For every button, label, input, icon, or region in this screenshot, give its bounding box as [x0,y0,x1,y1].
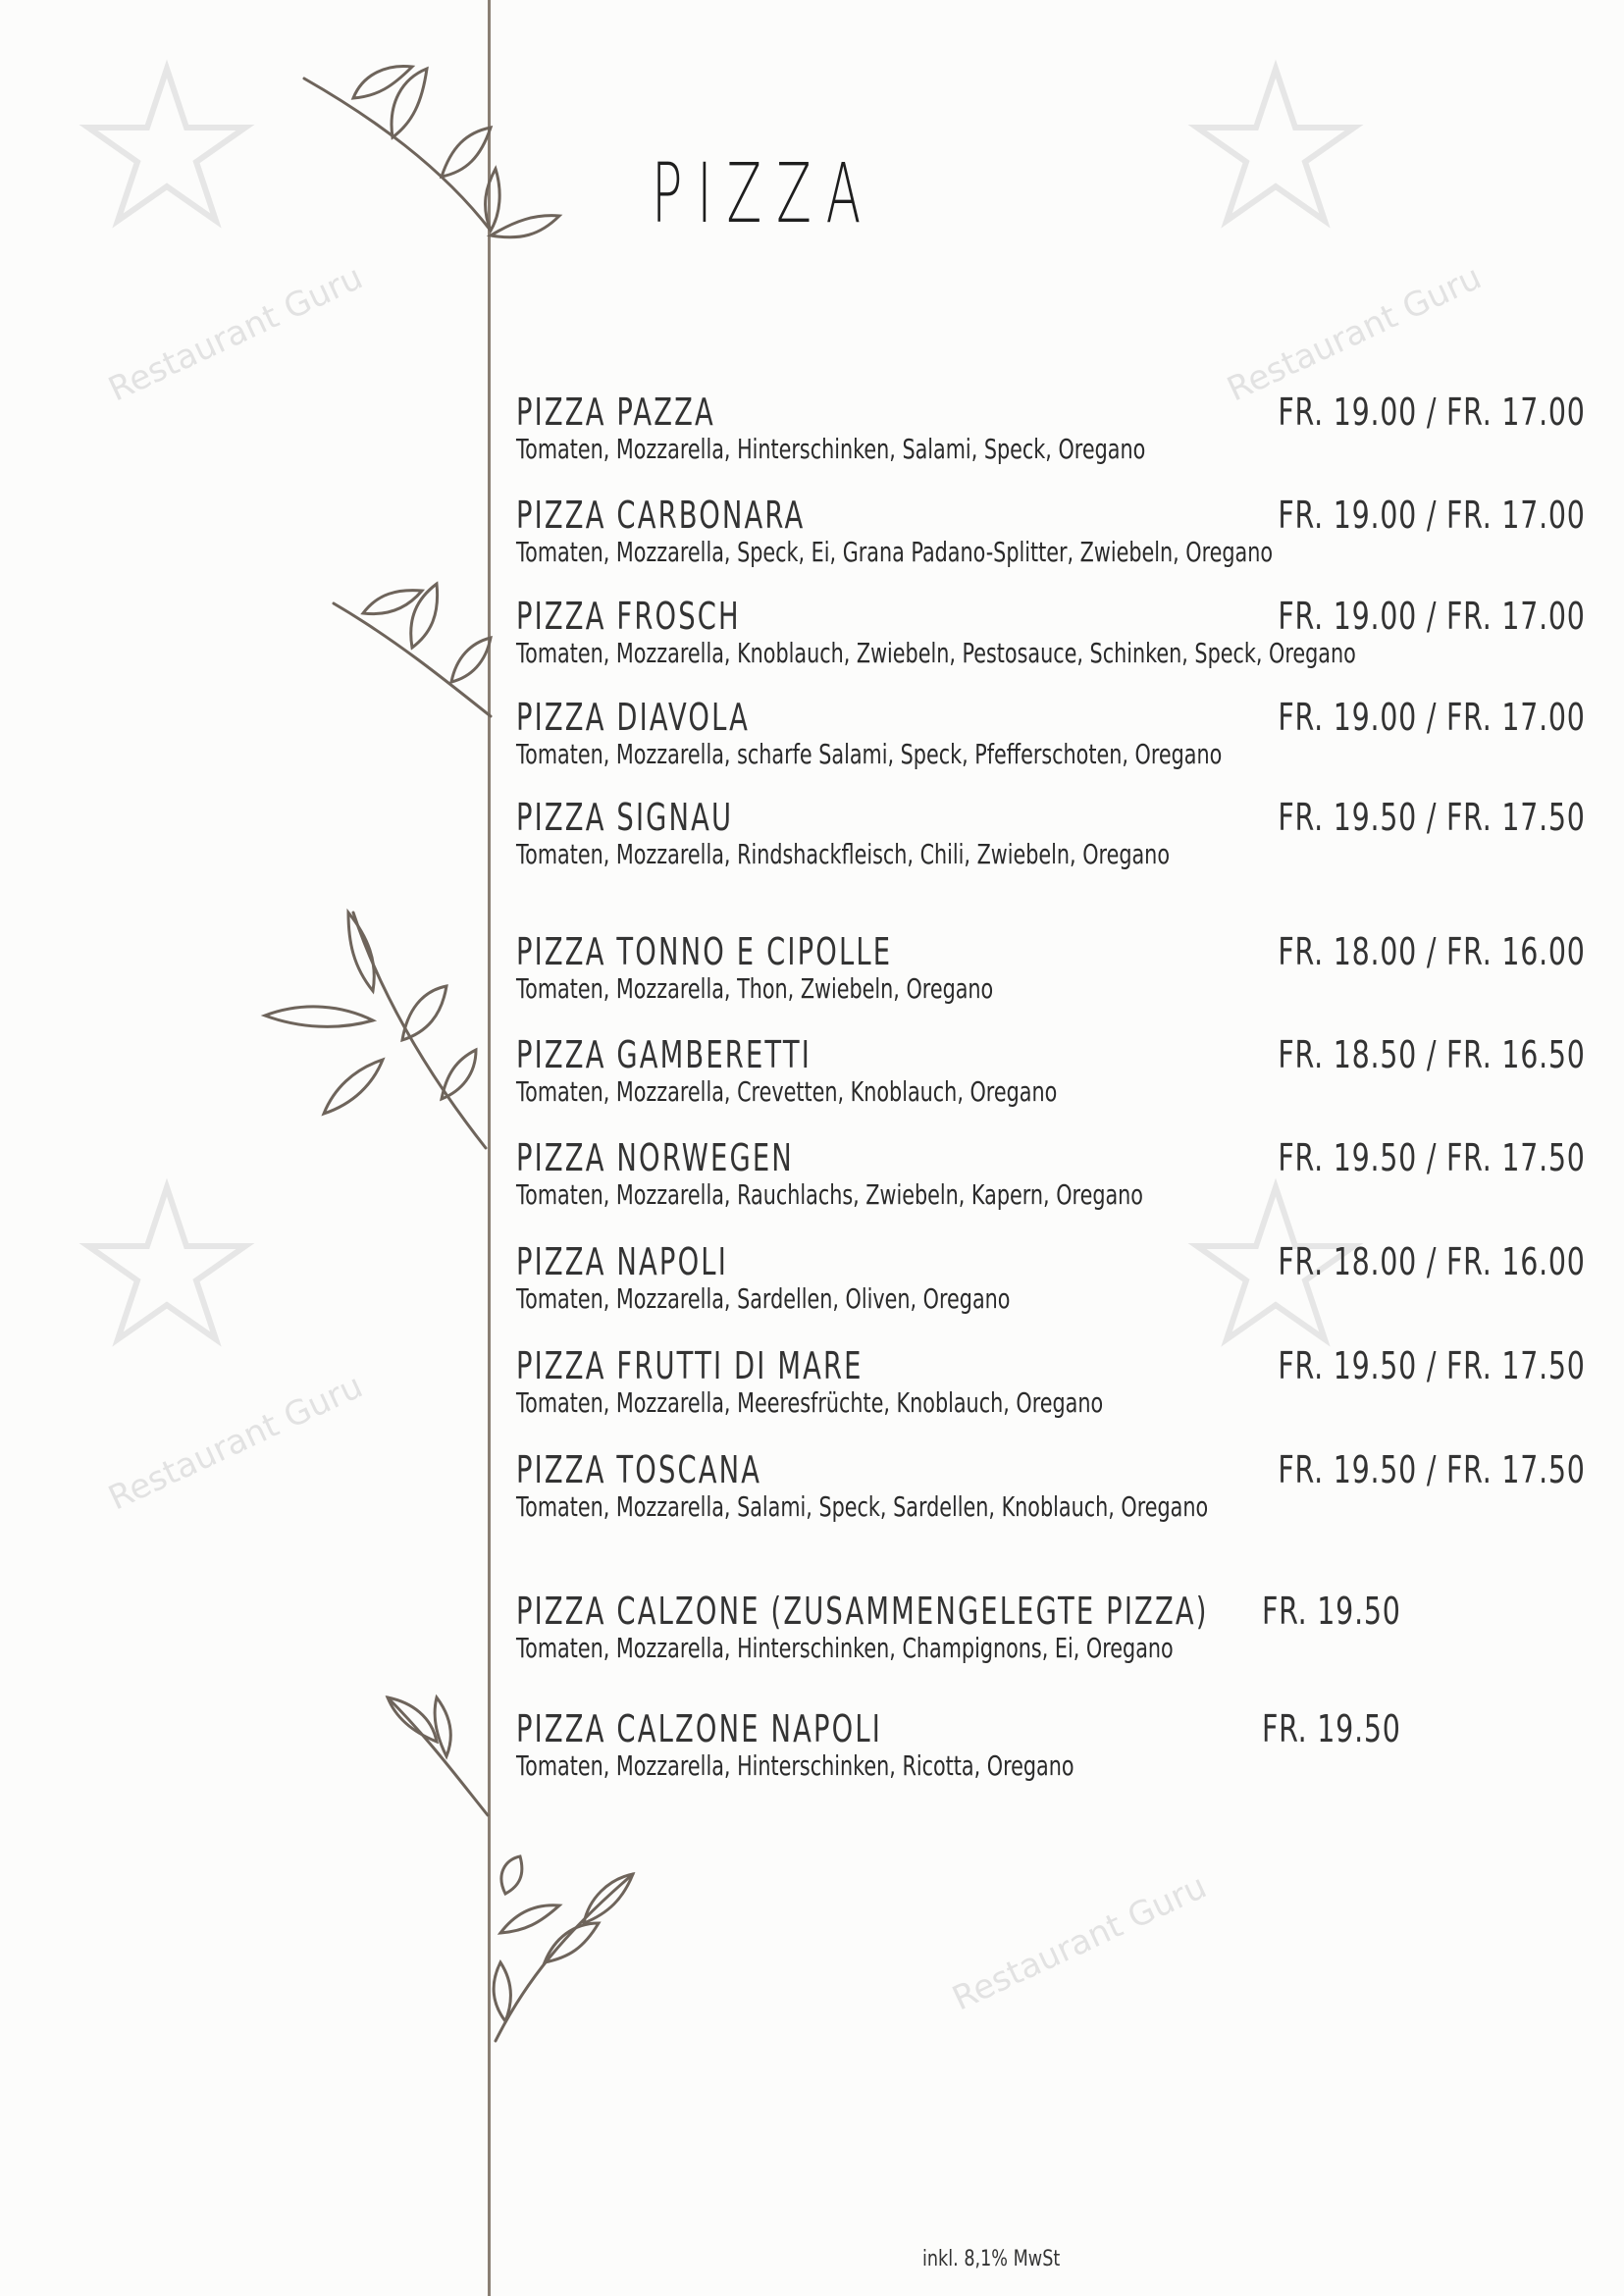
menu-item-description: Tomaten, Mozzarella, Rindshackfleisch, Chili, Zwiebeln, Oregano [516,838,1170,870]
menu-item-name: PIZZA TOSCANA [516,1448,762,1491]
menu-item-price: FR. 19.00 / FR. 17.00 [1278,494,1586,537]
watermark-logo-icon [1187,59,1364,235]
menu-item-price: FR. 18.00 / FR. 16.00 [1278,930,1586,973]
menu-item-description: Tomaten, Mozzarella, Speck, Ei, Grana Padano-Splitter, Zwiebeln, Oregano [516,536,1274,568]
menu-item-name: PIZZA FROSCH [516,595,741,638]
menu-item-description: Tomaten, Mozzarella, Meeresfrüchte, Knoblauch, Oregano [516,1386,1104,1419]
menu-item-price: FR. 19.50 / FR. 17.50 [1278,1448,1586,1491]
leaf-sprig-icon [378,1688,496,1825]
watermark-text: Restaurant Guru [102,1366,369,1519]
menu-item-name: PIZZA CALZONE NAPOLI [516,1707,882,1750]
menu-item-name: PIZZA NORWEGEN [516,1136,794,1179]
menu-item-description: Tomaten, Mozzarella, scharfe Salami, Speck, Pfefferschoten, Oregano [516,738,1223,770]
menu-item-name: PIZZA CARBONARA [516,494,806,537]
menu-item-name: PIZZA GAMBERETTI [516,1033,812,1076]
leaf-sprig-icon [294,59,589,275]
watermark-logo-icon [79,59,255,235]
menu-item-name: PIZZA TONNO E CIPOLLE [516,930,893,973]
menu-item-description: Tomaten, Mozzarella, Knoblauch, Zwiebeln, Pestosauce, Schinken, Speck, Oregano [516,637,1356,669]
menu-item-name: PIZZA SIGNAU [516,796,734,839]
watermark-text: Restaurant Guru [102,257,369,410]
menu-item-description: Tomaten, Mozzarella, Rauchlachs, Zwiebeln, Kapern, Oregano [516,1178,1143,1211]
menu-item-price: FR. 19.50 / FR. 17.50 [1278,796,1586,839]
menu-item-price: FR. 18.00 / FR. 16.00 [1278,1240,1586,1283]
menu-item-price: FR. 19.50 / FR. 17.50 [1278,1344,1586,1387]
menu-item-description: Tomaten, Mozzarella, Hinterschinken, Champignons, Ei, Oregano [516,1632,1174,1664]
leaf-sprig-icon [324,579,500,736]
menu-item-description: Tomaten, Mozzarella, Hinterschinken, Ricotta, Oregano [516,1749,1074,1782]
menu-item-price: FR. 19.50 [1262,1590,1401,1633]
menu-item-price: FR. 19.00 / FR. 17.00 [1278,391,1586,434]
watermark-text: Restaurant Guru [1221,257,1488,410]
menu-item-price: FR. 18.50 / FR. 16.50 [1278,1033,1586,1076]
menu-item-description: Tomaten, Mozzarella, Salami, Speck, Sardellen, Knoblauch, Oregano [516,1490,1209,1523]
menu-item-name: PIZZA CALZONE (ZUSAMMENGELEGTE PIZZA) [516,1590,1209,1633]
menu-item-name: PIZZA DIAVOLA [516,696,751,739]
menu-item-description: Tomaten, Mozzarella, Hinterschinken, Salami, Speck, Oregano [516,433,1146,465]
menu-item-price: FR. 19.50 / FR. 17.50 [1278,1136,1586,1179]
leaf-sprig-icon [486,1854,662,2051]
menu-item-description: Tomaten, Mozzarella, Thon, Zwiebeln, Oregano [516,972,994,1005]
menu-item-price: FR. 19.00 / FR. 17.00 [1278,696,1586,739]
menu-item-name: PIZZA PAZZA [516,391,715,434]
vat-note: inkl. 8,1% MwSt [922,2247,1061,2271]
menu-item-price: FR. 19.50 [1262,1707,1401,1750]
menu-item-description: Tomaten, Mozzarella, Crevetten, Knoblauch, Oregano [516,1075,1058,1108]
leaf-sprig-icon [255,903,500,1158]
menu-item-description: Tomaten, Mozzarella, Sardellen, Oliven, Oregano [516,1282,1011,1315]
watermark-text: Restaurant Guru [946,1866,1213,2019]
menu-item-name: PIZZA FRUTTI DI MARE [516,1344,864,1387]
menu-item-name: PIZZA NAPOLI [516,1240,728,1283]
menu-title: PIZZA [652,145,876,241]
menu-item-price: FR. 19.00 / FR. 17.00 [1278,595,1586,638]
watermark-logo-icon [79,1177,255,1354]
